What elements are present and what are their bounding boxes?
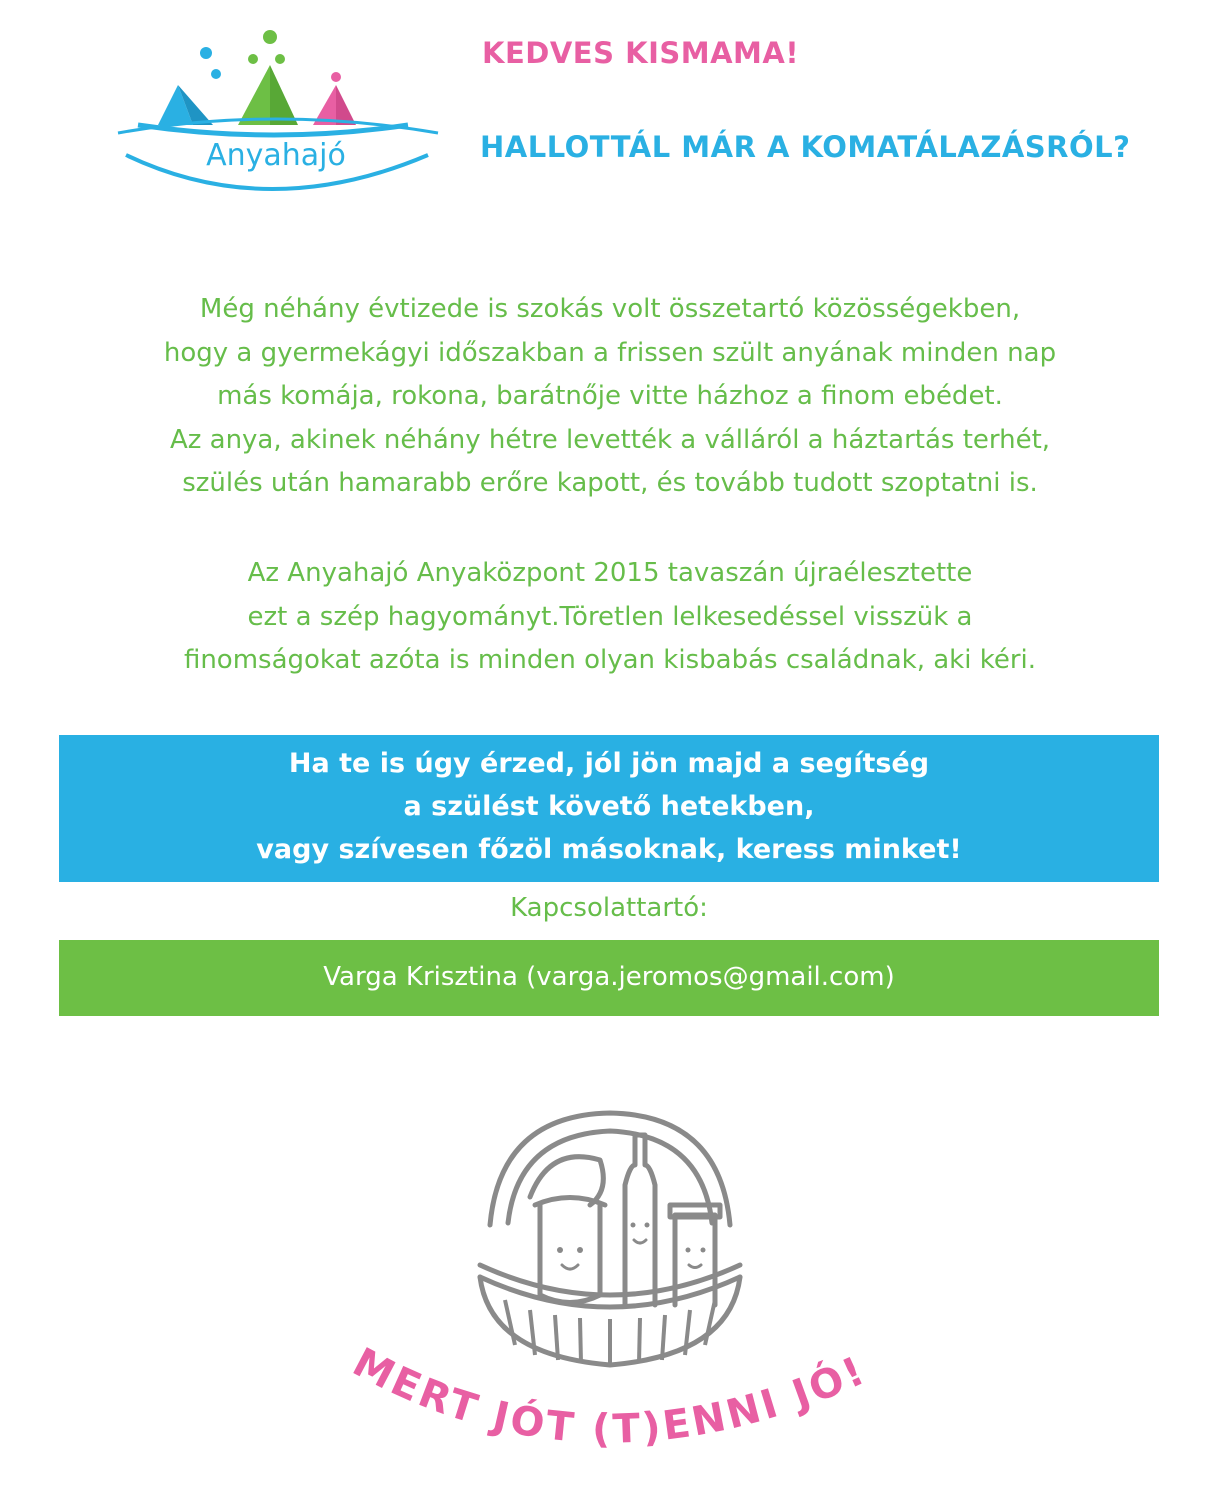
revival-paragraph [60, 552, 1160, 683]
intro-line: más komája, rokona, barátnője vitte házhoz a finom ebédet. [217, 381, 1003, 411]
callout-band [59, 735, 1159, 882]
contact-label: Kapcsolattartó: [510, 893, 708, 923]
revival-line: ezt a szép hagyományt.Töretlen lelkesedéssel visszük a [247, 601, 973, 632]
revival-line: finomságokat azóta is minden olyan kisbabás családnak, aki kéri. [183, 645, 1037, 675]
intro-line: Még néhány évtizede is szokás volt összetartó közösségekben, [199, 294, 1021, 324]
intro-line: hogy a gyermekágyi időszakban a frissen szült anyának minden nap [163, 337, 1057, 368]
intro-line: szülés után hamarabb erőre kapott, és tovább tudott szoptatni is. [182, 468, 1038, 498]
contact-band [59, 940, 1159, 1016]
anyahajo-logo [108, 25, 443, 210]
callout-line: a szülést követő hetekben, [403, 791, 815, 822]
slogan [300, 1290, 940, 1480]
svg-text:MERT JÓT (T)ENNI JÓ! [345, 1339, 873, 1452]
contact-person: Varga Krisztina (varga.jeromos@gmail.com) [323, 962, 895, 992]
question-heading: HALLOTTÁL MÁR A KOMATÁLAZÁSRÓL? [480, 130, 1131, 164]
callout-line: vagy szívesen főzöl másoknak, keress minket! [256, 834, 962, 865]
slogan-text: MERT JÓT (T)ENNI JÓ! [345, 1339, 874, 1453]
intro-line: Az anya, akinek néhány hétre levették a válláról a háztartás terhét, [169, 424, 1051, 455]
intro-paragraph [60, 288, 1160, 506]
revival-line: Az Anyahajó Anyaközpont 2015 tavaszán újraélesztette [247, 558, 973, 588]
callout-line: Ha te is úgy érzed, jól jön majd a segítség [288, 748, 930, 779]
svg-text:Anyahajó: Anyahajó [206, 138, 346, 173]
greeting-heading: KEDVES KISMAMA! [482, 36, 800, 70]
